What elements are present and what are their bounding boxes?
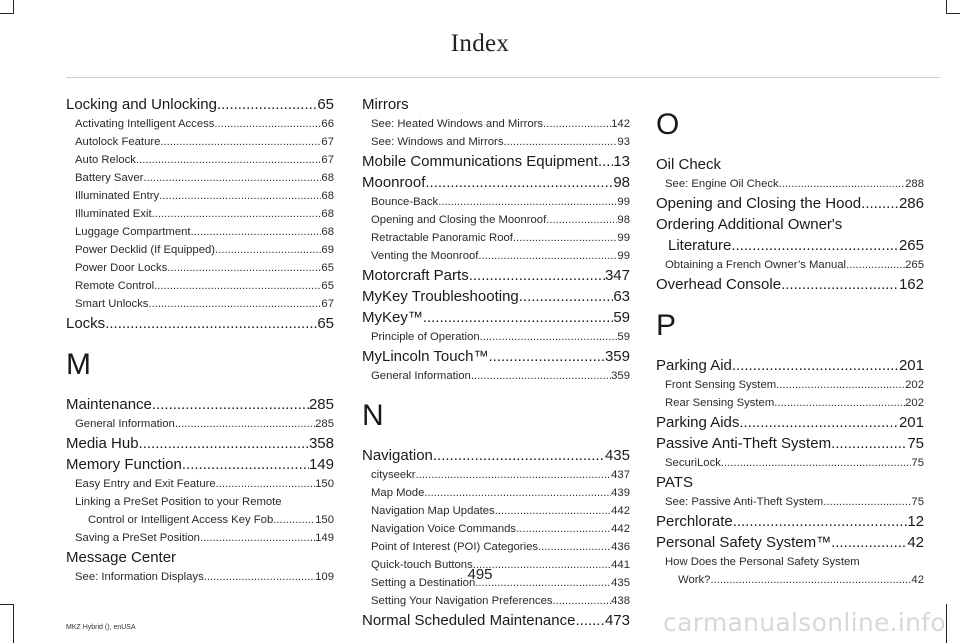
- entry-title: Auto Relock: [75, 154, 136, 166]
- dot-leader: [217, 94, 317, 115]
- page-ref: 65: [321, 262, 334, 274]
- entry-title: Navigation Map Updates: [371, 505, 495, 517]
- dot-leader: [823, 493, 911, 511]
- page-ref: 436: [611, 541, 630, 553]
- entry-title: Power Door Locks: [75, 262, 168, 274]
- entry-title: Principle of Operation: [371, 331, 480, 343]
- index-heading: [656, 433, 924, 454]
- page-ref: 93: [617, 136, 630, 148]
- index-subentry: [362, 538, 630, 556]
- page-ref: 67: [321, 298, 334, 310]
- dot-leader: [191, 223, 322, 241]
- dot-leader: [215, 241, 321, 259]
- index-heading: [656, 532, 924, 553]
- index-subentry: [66, 415, 334, 433]
- dot-leader: [175, 415, 315, 433]
- index-subentry: [66, 169, 334, 187]
- dot-leader: [543, 115, 611, 133]
- index-subentry: [66, 151, 334, 169]
- index-subentry: [66, 115, 334, 133]
- page-ref: 442: [611, 523, 630, 535]
- index-heading: [362, 286, 630, 307]
- page-ref: 265: [905, 259, 924, 271]
- watermark: carmanualsonline.info: [663, 608, 946, 637]
- dot-leader: [732, 355, 899, 376]
- page-ref: 473: [604, 612, 630, 629]
- crop-mark-top-left-h: [0, 13, 14, 14]
- index-subentry: [66, 187, 334, 205]
- crop-mark-bottom-left-v: [13, 604, 14, 643]
- entry-title: Personal Safety System™: [656, 534, 832, 551]
- page-ref: 65: [321, 280, 334, 292]
- entry-title: Quick-touch Buttons: [371, 559, 473, 571]
- index-subentry: [656, 493, 924, 511]
- index-subentry: [362, 466, 630, 484]
- page-ref: 99: [617, 196, 630, 208]
- index-subentry: [656, 175, 924, 193]
- page-ref: 69: [321, 244, 334, 256]
- section-letter: O: [656, 108, 680, 141]
- index-heading: [66, 547, 334, 568]
- document-label: MKZ Hybrid (), enUSA: [66, 624, 136, 631]
- section-letter: P: [656, 309, 677, 342]
- entry-title: MyKey Troubleshooting: [362, 288, 519, 305]
- entry-title: Luggage Compartment: [75, 226, 191, 238]
- index-subentry: [66, 223, 334, 241]
- entry-title: SecuriLock: [665, 457, 721, 469]
- index-heading: [66, 94, 334, 115]
- page-ref: 435: [611, 577, 630, 589]
- entry-title: Perchlorate: [656, 513, 733, 530]
- entry-title: Literature: [668, 237, 732, 254]
- index-heading: [66, 433, 334, 454]
- entry-title: Memory Function: [66, 456, 182, 473]
- page-ref: 150: [315, 478, 334, 490]
- page-ref: 442: [611, 505, 630, 517]
- entry-title: Illuminated Entry: [75, 190, 160, 202]
- page-ref: 12: [907, 513, 924, 530]
- entry-title: Mirrors: [362, 96, 409, 113]
- entry-title: Easy Entry and Exit Feature: [75, 478, 216, 490]
- index-subentry: [362, 520, 630, 538]
- index-heading: [656, 472, 924, 493]
- index-heading: [656, 193, 924, 214]
- dot-leader: [731, 235, 899, 256]
- dot-leader: [739, 412, 899, 433]
- entry-title: See: Heated Windows and Mirrors: [371, 118, 544, 130]
- entry-title: Battery Saver: [75, 172, 144, 184]
- page-ref: 347: [604, 267, 630, 284]
- page-ref: 63: [613, 288, 630, 305]
- page-ref: 59: [613, 309, 630, 326]
- dot-leader: [553, 592, 612, 610]
- index-heading: [362, 307, 630, 328]
- index-column-2: [362, 94, 630, 631]
- index-subentry: [66, 475, 334, 493]
- page-ref: 65: [317, 96, 334, 113]
- entry-title: Obtaining a French Owner’s Manual: [665, 259, 847, 271]
- dot-leader: [503, 133, 617, 151]
- index-heading: [362, 172, 630, 193]
- page-ref: 65: [317, 315, 334, 332]
- dot-leader: [160, 133, 321, 151]
- page-ref: 42: [907, 534, 924, 551]
- entry-title: Maintenance: [66, 396, 152, 413]
- entry-title: Locks: [66, 315, 106, 332]
- dot-leader: [182, 454, 309, 475]
- section-letter: N: [362, 399, 384, 432]
- dot-leader: [425, 172, 613, 193]
- dot-leader: [721, 454, 912, 472]
- dot-leader: [152, 205, 322, 223]
- page-ref: 75: [907, 435, 924, 452]
- page-ref: 99: [617, 250, 630, 262]
- page-ref: 67: [321, 154, 334, 166]
- index-heading: [362, 265, 630, 286]
- entry-title: Setting Your Navigation Preferences: [371, 595, 553, 607]
- crop-mark-bottom-left-h: [0, 604, 14, 605]
- dot-leader: [433, 445, 605, 466]
- index-subentry: [656, 454, 924, 472]
- page-ref: 68: [321, 172, 334, 184]
- entry-title: MyLincoln Touch™: [362, 348, 489, 365]
- page-ref: 98: [613, 174, 630, 191]
- page-ref: 286: [898, 195, 924, 212]
- index-heading: [656, 214, 924, 235]
- entry-title: Setting a Destination: [371, 577, 476, 589]
- index-subentry: [362, 592, 630, 610]
- dot-leader: [159, 187, 321, 205]
- entry-title: Mobile Communications Equipment: [362, 153, 598, 170]
- dot-leader: [781, 274, 899, 295]
- page-ref: 358: [308, 435, 334, 452]
- page-ref: 285: [308, 396, 334, 413]
- dot-leader: [167, 259, 321, 277]
- index-heading: [362, 151, 630, 172]
- crop-mark-top-right-h: [946, 13, 960, 14]
- page-ref: 359: [604, 348, 630, 365]
- entry-title: Passive Anti-Theft System: [656, 435, 832, 452]
- dot-leader: [416, 466, 612, 484]
- dot-leader: [733, 511, 908, 532]
- entry-title: Linking a PreSet Position to your Remote: [75, 496, 282, 508]
- index-heading: [656, 274, 924, 295]
- crop-mark-top-left-v: [13, 0, 14, 14]
- dot-leader: [154, 277, 321, 295]
- dot-leader: [779, 175, 905, 193]
- index-heading: [656, 154, 924, 175]
- page-ref: 59: [617, 331, 630, 343]
- index-subentry: [362, 502, 630, 520]
- dot-leader: [519, 286, 614, 307]
- index-subentry: [66, 259, 334, 277]
- dot-leader: [488, 346, 605, 367]
- page-ref: 68: [321, 190, 334, 202]
- dot-leader: [216, 475, 315, 493]
- page-ref: 75: [911, 457, 924, 469]
- page-ref: 99: [617, 232, 630, 244]
- page-ref: 438: [611, 595, 630, 607]
- entry-title: cityseekr: [371, 469, 416, 481]
- index-heading: [656, 511, 924, 532]
- page-ref: 109: [315, 571, 334, 583]
- index-heading: [66, 313, 334, 334]
- entry-title: Motorcraft Parts: [362, 267, 469, 284]
- index-subentry: [66, 133, 334, 151]
- page-ref: 439: [611, 487, 630, 499]
- index-heading: [362, 346, 630, 367]
- page-ref: 75: [911, 496, 924, 508]
- entry-title: Smart Unlocks: [75, 298, 149, 310]
- entry-title: Ordering Additional Owner's: [656, 216, 843, 233]
- dot-leader: [480, 328, 618, 346]
- entry-title: PATS: [656, 474, 693, 491]
- entry-title: Autolock Feature: [75, 136, 161, 148]
- index-subentry: [656, 394, 924, 412]
- entry-title: Bounce-Back: [371, 196, 439, 208]
- crop-mark-bottom-right-v: [946, 604, 947, 643]
- dot-leader: [471, 367, 611, 385]
- entry-title: Power Decklid (If Equipped): [75, 244, 216, 256]
- index-subentry: [656, 376, 924, 394]
- entry-title: Venting the Moonroof: [371, 250, 479, 262]
- dot-leader: [831, 433, 907, 454]
- page-ref: 150: [315, 514, 334, 526]
- index-column-1: [66, 94, 334, 586]
- dot-leader: [598, 151, 613, 172]
- page-ref: 98: [617, 214, 630, 226]
- page-ref: 66: [321, 118, 334, 130]
- dot-leader: [152, 394, 309, 415]
- index-heading: [362, 94, 630, 115]
- index-heading: [656, 412, 924, 433]
- entry-title: MyKey™: [362, 309, 423, 326]
- page-ref: 285: [315, 418, 334, 430]
- entry-title: Normal Scheduled Maintenance: [362, 612, 576, 629]
- dot-leader: [438, 193, 617, 211]
- dot-leader: [575, 610, 605, 631]
- entry-title: Point of Interest (POI) Categories: [371, 541, 539, 553]
- index-subentry: [362, 367, 630, 385]
- page-ref: 288: [905, 178, 924, 190]
- entry-title: Rear Sensing System: [665, 397, 775, 409]
- entry-title: Opening and Closing the Hood: [656, 195, 862, 212]
- entry-title: Illuminated Exit: [75, 208, 152, 220]
- index-heading: [66, 454, 334, 475]
- dot-leader: [861, 193, 899, 214]
- index-heading: [656, 355, 924, 376]
- entry-title: Navigation: [362, 447, 433, 464]
- dot-leader: [538, 538, 611, 556]
- page-ref: 13: [613, 153, 630, 170]
- index-subentry: [66, 205, 334, 223]
- page-ref: 201: [898, 414, 924, 431]
- index-heading: [362, 445, 630, 466]
- entry-title: Parking Aid: [656, 357, 732, 374]
- index-subentry: [66, 241, 334, 259]
- page-title: Index: [450, 30, 510, 57]
- dot-leader: [423, 307, 613, 328]
- entry-title: Saving a PreSet Position: [75, 532, 200, 544]
- dot-leader: [424, 484, 611, 502]
- index-column-3: [656, 94, 924, 589]
- dot-leader: [495, 502, 611, 520]
- page-ref: 68: [321, 208, 334, 220]
- index-subentry: [66, 277, 334, 295]
- dot-leader: [516, 520, 611, 538]
- entry-title: Oil Check: [656, 156, 722, 173]
- entry-title: Control or Intelligent Access Key Fob: [88, 514, 274, 526]
- page-ref: 67: [321, 136, 334, 148]
- page-number: 495: [467, 566, 493, 583]
- page-ref: 435: [604, 447, 630, 464]
- index-heading: [66, 394, 334, 415]
- dot-leader: [513, 229, 618, 247]
- dot-leader: [143, 169, 321, 187]
- page-ref: 149: [315, 532, 334, 544]
- entry-title: Remote Control: [75, 280, 155, 292]
- page-ref: 437: [611, 469, 630, 481]
- dot-leader: [546, 211, 617, 229]
- entry-title: Map Mode: [371, 487, 425, 499]
- page-ref: 42: [911, 574, 924, 586]
- dot-leader: [200, 529, 315, 547]
- dot-leader: [139, 433, 309, 454]
- index-subentry: [362, 133, 630, 151]
- index-subentry: [362, 193, 630, 211]
- page-ref: 149: [308, 456, 334, 473]
- entry-title: Navigation Voice Commands: [371, 523, 517, 535]
- entry-title: See: Information Displays: [75, 571, 204, 583]
- dot-leader: [478, 247, 617, 265]
- page-ref: 202: [905, 379, 924, 391]
- page-ref: 202: [905, 397, 924, 409]
- page-ref: 201: [898, 357, 924, 374]
- entry-title: Overhead Console: [656, 276, 782, 293]
- crop-mark-top-right-v: [946, 0, 947, 14]
- index-heading: [656, 235, 924, 256]
- entry-title: Retractable Panoramic Roof: [371, 232, 513, 244]
- index-subentry: [66, 529, 334, 547]
- index-subentry: [362, 328, 630, 346]
- page-ref: 68: [321, 226, 334, 238]
- dot-leader: [148, 295, 321, 313]
- dot-leader: [776, 376, 905, 394]
- entry-title: General Information: [75, 418, 175, 430]
- page-ref: 359: [611, 370, 630, 382]
- title-divider: [66, 77, 940, 78]
- page-ref: 265: [898, 237, 924, 254]
- dot-leader: [831, 532, 907, 553]
- index-subentry: [656, 256, 924, 274]
- dot-leader: [136, 151, 322, 169]
- dot-leader: [273, 511, 315, 529]
- entry-title: Media Hub: [66, 435, 139, 452]
- entry-title: Activating Intelligent Access: [75, 118, 215, 130]
- entry-title: Locking and Unlocking: [66, 96, 217, 113]
- entry-title: How Does the Personal Safety System: [665, 556, 860, 568]
- dot-leader: [469, 265, 605, 286]
- index-subentry: [66, 511, 334, 529]
- entry-title: Opening and Closing the Moonroof: [371, 214, 547, 226]
- index-heading: [362, 610, 630, 631]
- entry-title: Work?: [678, 574, 711, 586]
- page-ref: 162: [898, 276, 924, 293]
- dot-leader: [846, 256, 905, 274]
- entry-title: Message Center: [66, 549, 177, 566]
- dot-leader: [774, 394, 905, 412]
- page-ref: 142: [611, 118, 630, 130]
- index-subentry: [362, 247, 630, 265]
- entry-title: Front Sensing System: [665, 379, 777, 391]
- entry-title: Moonroof: [362, 174, 426, 191]
- entry-title: See: Windows and Mirrors: [371, 136, 504, 148]
- entry-title: See: Engine Oil Check: [665, 178, 779, 190]
- entry-title: Parking Aids: [656, 414, 740, 431]
- index-subentry: [66, 493, 334, 511]
- dot-leader: [214, 115, 321, 133]
- index-subentry: [66, 295, 334, 313]
- index-subentry: [362, 211, 630, 229]
- section-letter: M: [66, 348, 91, 381]
- dot-leader: [105, 313, 317, 334]
- entry-title: See: Passive Anti-Theft System: [665, 496, 824, 508]
- page-ref: 441: [611, 559, 630, 571]
- index-subentry: [362, 115, 630, 133]
- entry-title: General Information: [371, 370, 471, 382]
- index-subentry: [362, 229, 630, 247]
- index-subentry: [362, 484, 630, 502]
